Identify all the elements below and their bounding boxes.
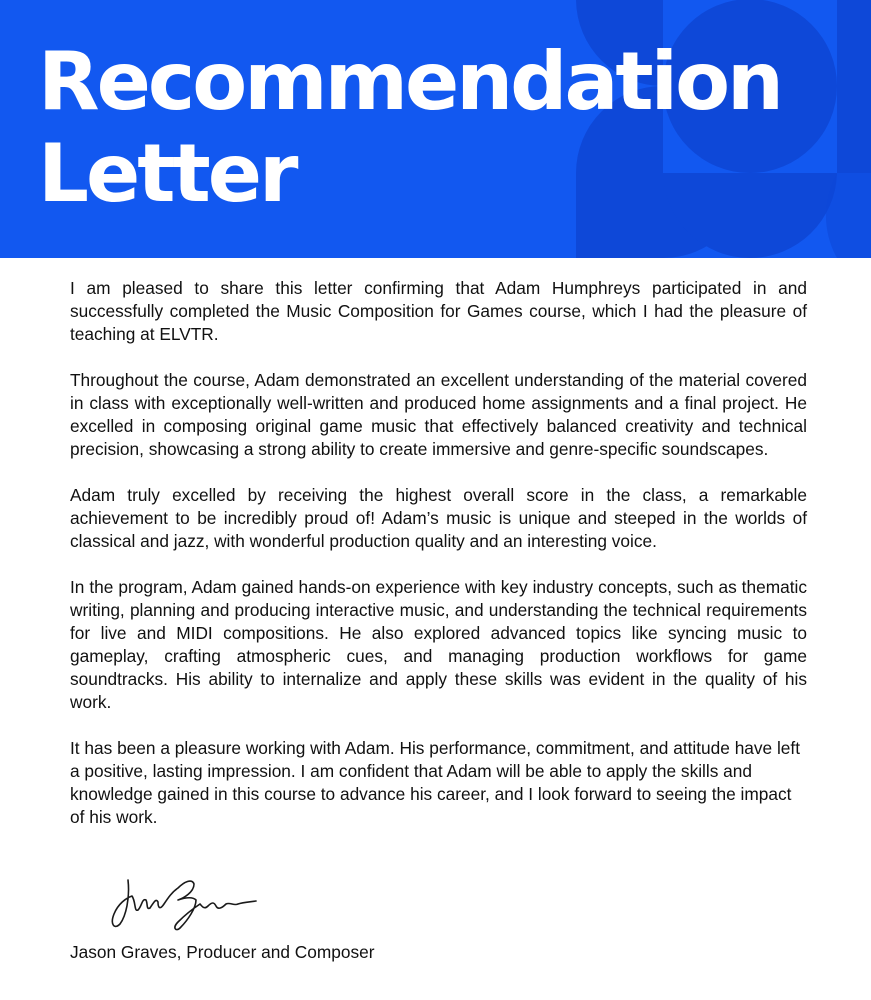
signer-name-title: Jason Graves, Producer and Composer <box>70 942 375 962</box>
paragraph-5: It has been a pleasure working with Adam. His performance, commitment, and attitude have left a positive, lasting impression. I am confident that Adam will be able to apply the skills and knowledge gained in this course to advance his career, and I look forward to seeing the impact of his work. <box>70 738 801 827</box>
paragraph-3: Adam truly excelled by receiving the highest overall score in the class, a remarkable achievement to be incredibly proud of! Adam’s music is unique and steeped in the worlds of classical and jazz, with wonderful production quality and an interesting voice. <box>70 485 807 551</box>
signature-icon <box>108 868 258 934</box>
paragraph-4: In the program, Adam gained hands-on experience with key industry concepts, such as thematic writing, planning and producing interactive music, and understanding the technical requirements for live and MIDI compositions. He also explored advanced topics like syncing music to gameplay, crafting atmospheric cues, and managing production workflows for game soundtracks. His ability to internalize and apply these skills was evident in the quality of his work. <box>70 577 807 712</box>
letter-header-banner <box>0 0 871 258</box>
letter-title <box>38 36 781 220</box>
paragraph-2: Throughout the course, Adam demonstrated an excellent understanding of the material covered in class with exceptionally well-written and produced home assignments and a final project. He excelled in composing original game music that effectively balanced creativity and technical precision, showcasing a strong ability to create immersive and genre-specific soundscapes. <box>70 370 807 459</box>
title-line-1: Recommendation <box>38 35 781 128</box>
title-line-2: Letter <box>38 127 296 220</box>
letter-body <box>70 277 807 852</box>
paragraph-1: I am pleased to share this letter confirming that Adam Humphreys participated in and successfully completed the Music Composition for Games course, which I had the pleasure of teaching at ELVTR. <box>70 278 807 344</box>
